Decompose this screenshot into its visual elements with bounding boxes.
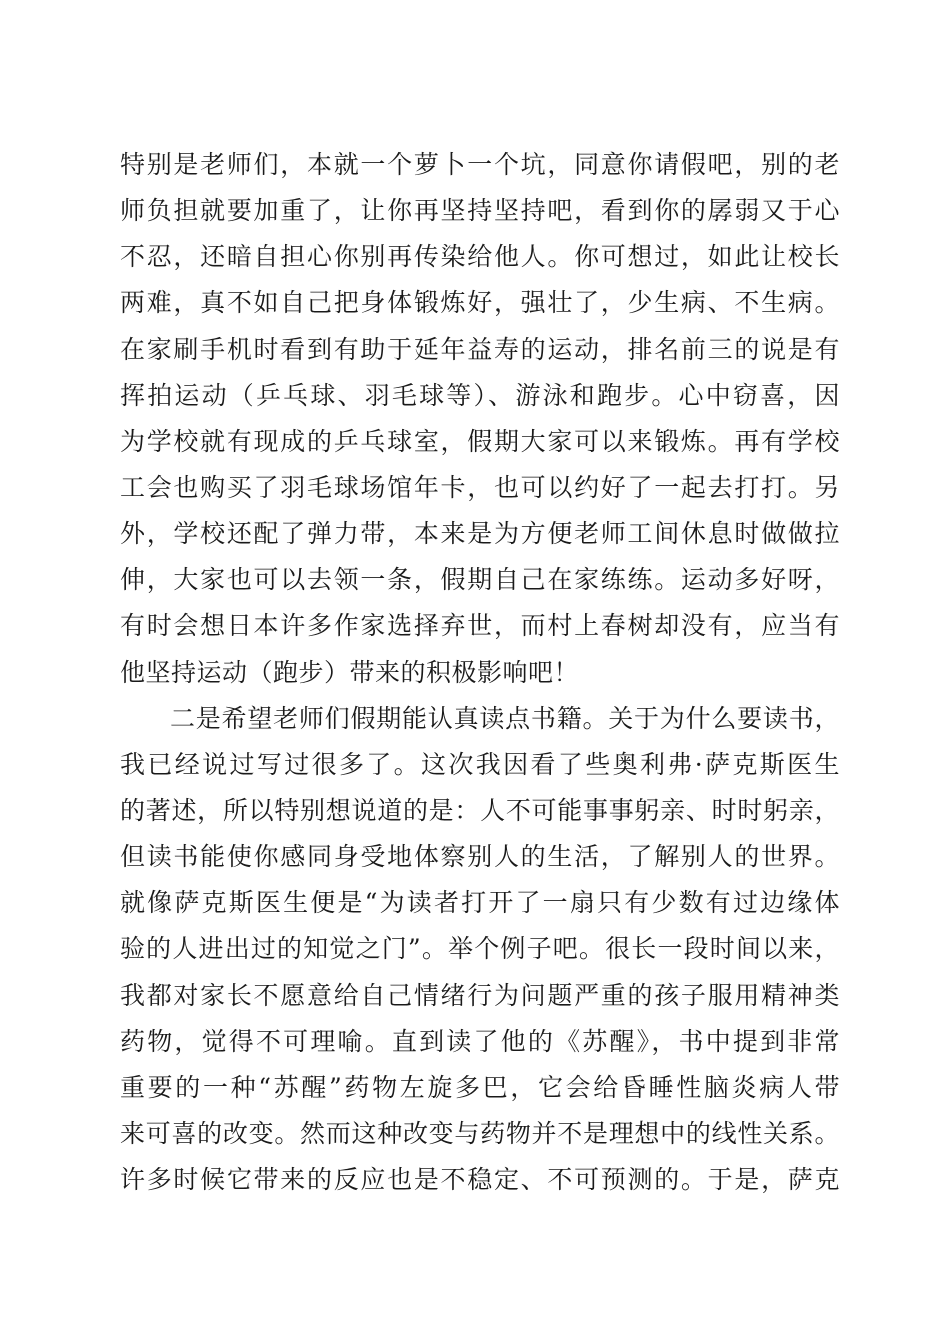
text-line: 伸，大家也可以去领一条，假期自己在家练练。运动多好呀， <box>120 565 840 595</box>
text-line: 在家刷手机时看到有助于延年益寿的运动，排名前三的说是有 <box>120 334 840 364</box>
text-line: 为学校就有现成的乒乓球室，假期大家可以来锻炼。再有学校 <box>120 426 840 456</box>
text-line: 我都对家长不愿意给自己情绪行为问题严重的孩子服用精神类 <box>120 980 840 1010</box>
text-line: 重要的一种“苏醒”药物左旋多巴，它会给昏睡性脑炎病人带 <box>120 1072 840 1102</box>
text-line: 有时会想日本许多作家选择弃世，而村上春树却没有，应当有 <box>120 611 840 641</box>
text-line: 不忍，还暗自担心你别再传染给他人。你可想过，如此让校长 <box>120 242 840 272</box>
text-line: 就像萨克斯医生便是“为读者打开了一扇只有少数有过边缘体 <box>120 888 840 918</box>
text-line: 来可喜的改变。然而这种改变与药物并不是理想中的线性关系。 <box>120 1118 840 1148</box>
text-line: 但读书能使你感同身受地体察别人的生活，了解别人的世界。 <box>120 842 840 872</box>
text-line: 特别是老师们，本就一个萝卜一个坑，同意你请假吧，别的老 <box>120 150 840 179</box>
text-line: 药物，觉得不可理喻。直到读了他的《苏醒》，书中提到非常 <box>120 1026 840 1056</box>
body-text <box>120 142 840 1203</box>
text-line: 师负担就要加重了，让你再坚持坚持吧，看到你的孱弱又于心 <box>120 196 840 226</box>
text-line: 两难，真不如自己把身体锻炼好，强壮了，少生病、不生病。 <box>120 288 840 318</box>
text-line: 工会也购买了羽毛球场馆年卡，也可以约好了一起去打打。另 <box>120 472 840 502</box>
paragraph-end-line: 他坚持运动（跑步）带来的积极影响吧！ <box>120 657 580 687</box>
text-line: 许多时候它带来的反应也是不稳定、不可预测的。于是，萨克 <box>120 1165 840 1195</box>
text-line: 验的人进出过的知觉之门”。举个例子吧。很长一段时间以来， <box>120 934 840 964</box>
text-line: 外，学校还配了弹力带，本来是为方便老师工间休息时做做拉 <box>120 519 840 549</box>
text-line: 挥拍运动（乒乓球、羽毛球等）、游泳和跑步。心中窃喜，因 <box>120 380 840 410</box>
text-line: 的著述，所以特别想说道的是：人不可能事事躬亲、时时躬亲， <box>120 795 840 825</box>
paragraph-start-line: 二是希望老师们假期能认真读点书籍。关于为什么要读书， <box>170 703 840 733</box>
text-line: 我已经说过写过很多了。这次我因看了些奥利弗·萨克斯医生 <box>120 749 840 779</box>
